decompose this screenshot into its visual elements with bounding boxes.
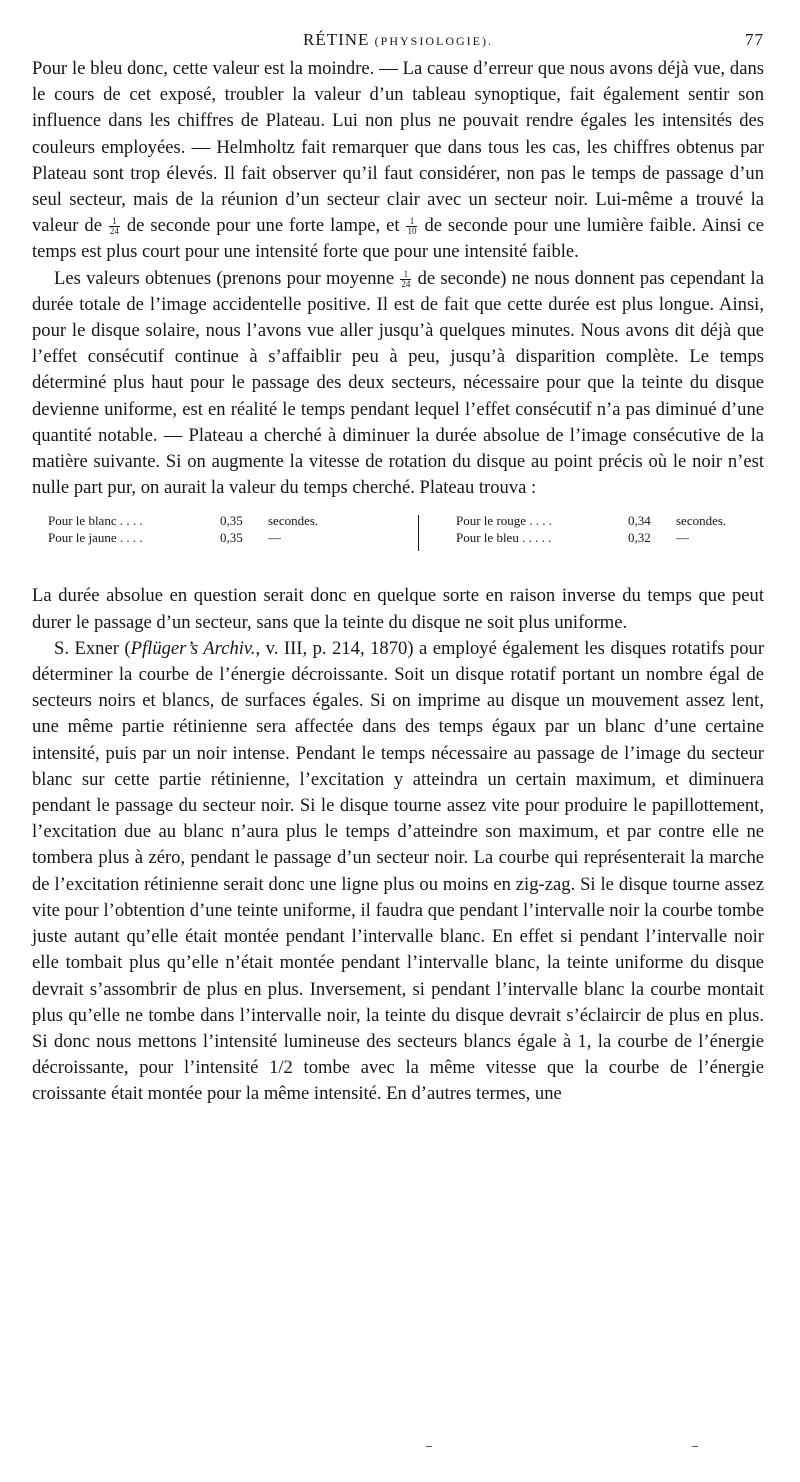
plateau-results-table [32, 513, 764, 569]
row-label: Pour le blanc . . . . [48, 513, 143, 529]
page-number: 77 [745, 30, 764, 49]
footer-dash-mark [426, 1446, 432, 1447]
fraction-numerator: 1 [406, 217, 417, 227]
table-row [456, 530, 726, 547]
footer-marks [0, 1446, 800, 1456]
header-title: RÉTINE [302, 30, 370, 49]
row-value: 0,34 [628, 513, 651, 529]
row-unit: secondes. [268, 513, 319, 529]
paragraph-4 [32, 636, 764, 1108]
fraction-numerator: 1 [400, 270, 411, 280]
fraction-denominator: 24 [109, 226, 119, 237]
fraction-1-24 [109, 217, 120, 236]
paragraph-3-text: La durée absolue en question serait donc en quelque sorte en raison inverse du temps que peut durer le passage d’un secteur, sans que la teinte du disque ne soit plus uniforme. [32, 585, 764, 633]
table-column-right [456, 513, 726, 547]
row-label: Pour le rouge . . . . [456, 513, 553, 529]
paragraph-1-text-c: de seconde pour une lumière faible. Ainsi ce temps est plus court pour une intensité forte que pour une intensité faible. [32, 215, 764, 263]
row-unit: — [268, 530, 281, 546]
table-row [48, 530, 318, 547]
fraction-1-10 [406, 217, 417, 236]
table-row [456, 513, 726, 530]
fraction-denominator: 24 [401, 278, 411, 289]
paragraph-4-text-b: , v. III, p. 214, 1870) a employé également les disques rotatifs pour déterminer la courbe de l’énergie décroissante. Soit un disque rotatif portant un nombre égal de secteurs noirs et blancs, de surfaces égales. Si on imprime au disque un mouvement assez lent, une même partie rétinienne sera affectée dans des temps égaux par un blanc d’une certaine intensité, puis par un noir intense. Pendant le temps nécessaire au passage de l’image du secteur blanc sur cette partie rétinienne, l’excitation y atteindra un certain maximum, et diminuera pendant le passage du secteur noir. Si le disque tourne assez vite pour produire le papillottement, l’excitation due au blanc n’aura plus le temps d’atteindre son maximum, et par contre elle ne tombera plus à zéro, pendant le passage d’un secteur noir. La courbe qui représenterait la marche de l’excitation rétinienne serait donc une ligne plus ou moins en zig-zag. Si le disque tourne assez vite pour l’obtention d’une teinte uniforme, il faudra que pendant l’intervalle noir la courbe tombe juste autant qu’elle était montée pendant l’intervalle blanc. En effet si pendant l’intervalle noir elle tombait plus qu’elle n’était montée pendant l’intervalle blanc, la teinte uniforme du disque devrait s’assombrir de plus en plus. Inversement, si pendant l’intervalle blanc la courbe montait plus qu’elle ne tombe dans l’intervalle noir, la teinte du disque devrait s’éclaircir de plus en plus. Si donc nous mettons l’intensité lumineuse des secteurs blancs égale à 1, la courbe de l’énergie décroissante, pour l’intensité 1/2 tombe avec la même vitesse que la courbe de l’énergie croissante était montée pour la même intensité. En d’autres termes, une [32, 637, 765, 1105]
paragraph-1 [32, 56, 764, 266]
running-title [32, 30, 764, 50]
row-label: Pour le jaune . . . . [48, 530, 143, 546]
table-divider [418, 515, 419, 551]
table-row [48, 513, 318, 530]
row-value: 0,35 [220, 513, 243, 529]
paragraph-2-text-a: Les valeurs obtenues (prenons pour moyenne [54, 267, 395, 289]
footer-dash-mark [692, 1446, 698, 1447]
journal-title: Pflüger’s Archiv. [130, 637, 256, 659]
paragraph-1-text-b: de seconde pour une forte lampe, et [126, 215, 400, 237]
row-value: 0,32 [628, 530, 651, 546]
row-value: 0,35 [220, 530, 243, 546]
fraction-1-24 [400, 270, 411, 289]
fraction-denominator: 10 [407, 226, 417, 237]
paragraph-2-text-b: de seconde) ne nous donnent pas cependant la durée totale de l’image accidentelle positive. Il est de fait que cette durée est plus longue. Ainsi, pour le disque solaire, nous l’avons vue aller jusqu’à quelques minutes. Nous avons dit déjà que l’effet consécutif continue à s’affaiblir peu à peu, jusqu’à disparition complète. Le temps déterminé plus haut pour le passage des deux secteurs, nécessaire pour que la teinte du disque devienne uniforme, est en réalité le temps pendant lequel l’effet consécutif n’a pas diminué d’une quantité notable. — Plateau a cherché à diminuer la durée absolue de l’image consécutive de la matière suivante. Si on augmente la vitesse de rotation du disque au point précis où le noir n’est nulle part pur, on aurait la valeur du temps cherché. Plateau trouva : [32, 267, 764, 499]
header-subtitle: (PHYSIOLOGIE). [374, 34, 493, 48]
paragraph-2 [32, 266, 764, 502]
table-column-left [48, 513, 318, 547]
paragraph-3 [32, 583, 764, 635]
paragraph-4-text-a: S. Exner ( [54, 637, 131, 659]
paragraph-1-text-a: Pour le bleu donc, cette valeur est la moindre. — La cause d’erreur que nous avons déjà vue, dans le cours de cet exposé, troubler la valeur d’un tableau synoptique, fait également sentir son influence dans les chiffres de Plateau. Lui non plus ne pouvait rendre égales les intensités des couleurs employées. — Helmholtz fait remarquer que dans tous les cas, les chiffres obtenus par Plateau sont trop élevés. Il fait observer qu’il faut considérer, non pas le temps de passage d’un seul secteur, mais de la réunion d’un secteur clair avec un secteur noir. Lui-même a trouvé la valeur de [32, 58, 764, 237]
row-label: Pour le bleu . . . . . [456, 530, 552, 546]
running-header [32, 30, 764, 56]
row-unit: — [676, 530, 689, 546]
row-unit: secondes. [676, 513, 727, 529]
fraction-numerator: 1 [109, 217, 120, 227]
document-page [32, 30, 764, 1108]
